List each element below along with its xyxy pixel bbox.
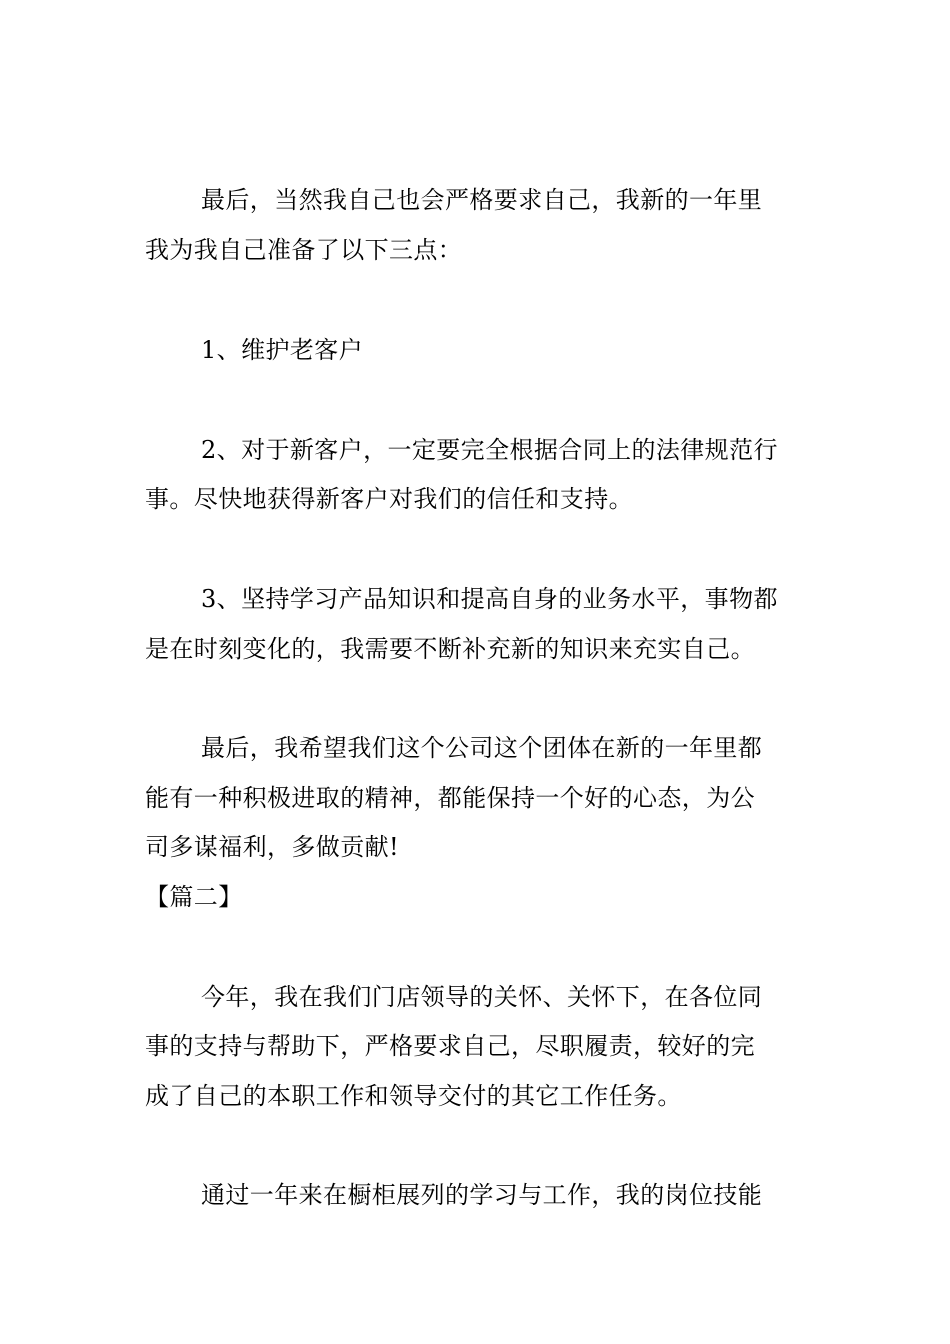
text-line: 事。尽快地获得新客户对我们的信任和支持。 — [145, 485, 633, 513]
text-line: 成了自己的本职工作和领导交付的其它工作任务。 — [145, 1082, 682, 1110]
text-line: 最后，当然我自己也会严格要求自己，我新的一年里 — [201, 186, 763, 214]
text-line: 是在时刻变化的，我需要不断补充新的知识来充实自己。 — [145, 635, 755, 663]
text-line: 今年，我在我们门店领导的关怀、关怀下，在各位同 — [201, 983, 763, 1011]
text-line: 我为我自己准备了以下三点： — [145, 236, 463, 264]
text-line: 司多谋福利，多做贡献! — [145, 833, 400, 861]
text-line: 通过一年来在橱柜展列的学习与工作，我的岗位技能 — [201, 1181, 763, 1209]
text-line: 事的支持与帮助下，严格要求自己，尽职履责，较好的完 — [145, 1032, 755, 1060]
section-heading: 【篇二】 — [145, 883, 243, 911]
text-line: 最后，我希望我们这个公司这个团体在新的一年里都 — [201, 734, 763, 762]
text-line: 1、维护老客户 — [201, 336, 364, 364]
text-line: 能有一种积极进取的精神，都能保持一个好的心态，为公 — [145, 784, 755, 812]
text-line: 3、坚持学习产品知识和提高自身的业务水平，事物都 — [201, 585, 778, 613]
text-line: 2、对于新客户，一定要完全根据合同上的法律规范行 — [201, 436, 778, 464]
